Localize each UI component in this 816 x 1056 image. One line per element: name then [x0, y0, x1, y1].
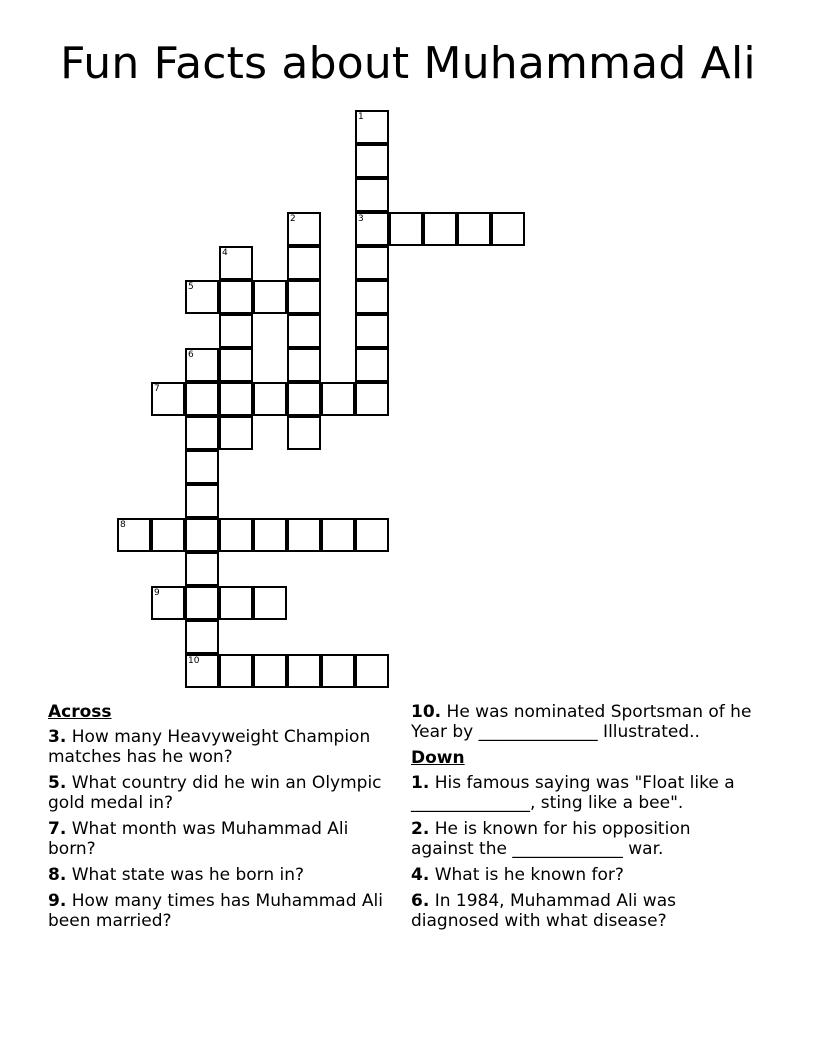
grid-cell[interactable] — [355, 314, 389, 348]
clue-number: 7 — [154, 384, 160, 394]
grid-cell[interactable] — [287, 212, 321, 246]
clue-across-8: 8. What state was he born in? — [48, 865, 305, 885]
grid-cell[interactable] — [185, 280, 219, 314]
grid-cell[interactable] — [219, 348, 253, 382]
grid-cell[interactable] — [219, 416, 253, 450]
grid-cell[interactable] — [389, 212, 423, 246]
grid-cell[interactable] — [321, 518, 355, 552]
grid-cell[interactable] — [219, 280, 253, 314]
grid-cell[interactable] — [355, 348, 389, 382]
grid-cell[interactable] — [287, 382, 321, 416]
grid-cell[interactable] — [253, 586, 287, 620]
grid-cell[interactable] — [185, 586, 219, 620]
across-heading: Across — [48, 702, 112, 722]
grid-cell[interactable] — [321, 654, 355, 688]
grid-cell[interactable] — [491, 212, 525, 246]
grid-cell[interactable] — [287, 518, 321, 552]
clue-number: 9 — [154, 588, 160, 598]
grid-cell[interactable] — [287, 246, 321, 280]
clue-number: 4 — [222, 248, 228, 258]
grid-cell[interactable] — [287, 654, 321, 688]
grid-cell[interactable] — [355, 212, 389, 246]
grid-cell[interactable] — [355, 280, 389, 314]
grid-cell[interactable] — [219, 518, 253, 552]
clue-across-3: 3. How many Heavyweight Champion matches has he won? — [48, 727, 371, 767]
clue-down-1: 1. His famous saying was "Float like a ______________, sting like a bee". — [411, 773, 735, 813]
grid-cell[interactable] — [253, 654, 287, 688]
grid-cell[interactable] — [457, 212, 491, 246]
clue-across-10: 10. He was nominated Sportsman of he Year by ______________ Illustrated.. — [411, 702, 752, 742]
grid-cell[interactable] — [185, 552, 219, 586]
grid-cell[interactable] — [185, 620, 219, 654]
clue-number: 1 — [358, 112, 364, 122]
grid-cell[interactable] — [355, 246, 389, 280]
grid-cell[interactable] — [117, 518, 151, 552]
grid-cell[interactable] — [219, 314, 253, 348]
grid-cell[interactable] — [219, 654, 253, 688]
grid-cell[interactable] — [151, 518, 185, 552]
grid-cell[interactable] — [219, 586, 253, 620]
clue-number: 10 — [188, 656, 200, 666]
grid-cell[interactable] — [185, 484, 219, 518]
grid-cell[interactable] — [355, 518, 389, 552]
grid-cell[interactable] — [253, 382, 287, 416]
grid-cell[interactable] — [253, 518, 287, 552]
grid-cell[interactable] — [355, 178, 389, 212]
grid-cell[interactable] — [287, 280, 321, 314]
grid-cell[interactable] — [423, 212, 457, 246]
grid-cell[interactable] — [287, 314, 321, 348]
clue-number: 5 — [188, 282, 194, 292]
clue-down-6: 6. In 1984, Muhammad Ali was diagnosed with what disease? — [411, 891, 676, 931]
grid-cell[interactable] — [219, 246, 253, 280]
clues-left-column — [48, 702, 393, 937]
grid-cell[interactable] — [355, 654, 389, 688]
grid-cell[interactable] — [185, 416, 219, 450]
grid-cell[interactable] — [287, 416, 321, 450]
down-heading: Down — [411, 748, 465, 768]
grid-cell[interactable] — [151, 586, 185, 620]
grid-cell[interactable] — [185, 450, 219, 484]
clues-right-column — [411, 702, 756, 937]
puzzle-title: Fun Facts about Muhammad Ali — [60, 38, 756, 89]
grid-cell[interactable] — [321, 382, 355, 416]
clue-number: 6 — [188, 350, 194, 360]
clue-number: 8 — [120, 520, 126, 530]
grid-cell[interactable] — [185, 348, 219, 382]
grid-cell[interactable] — [151, 382, 185, 416]
clue-number: 3 — [358, 214, 364, 224]
grid-cell[interactable] — [185, 382, 219, 416]
clue-down-4: 4. What is he known for? — [411, 865, 624, 885]
grid-cell[interactable] — [185, 654, 219, 688]
grid-cell[interactable] — [355, 110, 389, 144]
clue-number: 2 — [290, 214, 296, 224]
clue-across-9: 9. How many times has Muhammad Ali been married? — [48, 891, 383, 931]
grid-cell[interactable] — [253, 280, 287, 314]
grid-cell[interactable] — [219, 382, 253, 416]
grid-cell[interactable] — [185, 518, 219, 552]
grid-cell[interactable] — [355, 382, 389, 416]
clue-across-5: 5. What country did he win an Olympic gold medal in? — [48, 773, 382, 813]
grid-cell[interactable] — [287, 348, 321, 382]
clue-down-2: 2. He is known for his opposition against the _____________ war. — [411, 819, 691, 859]
grid-cell[interactable] — [355, 144, 389, 178]
clue-across-7: 7. What month was Muhammad Ali born? — [48, 819, 349, 859]
